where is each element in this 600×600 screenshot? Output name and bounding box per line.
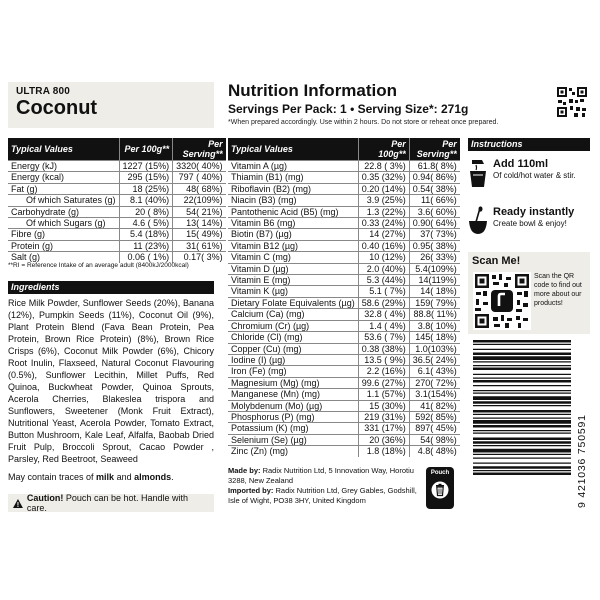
nutrient-label: Chromium (Cr) (µg) [228, 320, 358, 331]
table-row [8, 240, 226, 251]
barcode-bar [473, 365, 571, 366]
step1-title: Add 110ml [493, 158, 549, 170]
table-row [228, 320, 460, 331]
bin-icon [431, 479, 449, 501]
per-100g-value: 1.1 (57%) [358, 389, 409, 400]
per-serving-value: 797 ( 40%) [173, 172, 226, 183]
per-serving-value: 14(119%) [409, 275, 460, 286]
nutrient-label: Fat (g) [8, 183, 119, 194]
per-100g-value: 4.6 ( 5%) [119, 218, 173, 229]
nutrient-label: Manganese (Mn) (mg) [228, 389, 358, 400]
traces-prefix: May contain traces of [8, 472, 97, 482]
per-100g-value: 0.35 (32%) [358, 172, 409, 183]
per-100g-value: 0.06 ( 1%) [119, 252, 173, 263]
per-100g-value: 1227 (15%) [119, 161, 173, 172]
per-100g-value: 32.8 ( 4%) [358, 309, 409, 320]
per-serving-value: 0.90( 64%) [409, 218, 460, 229]
per-serving-value: 159( 79%) [409, 297, 460, 308]
per-100g-value: 1.4 ( 4%) [358, 320, 409, 331]
per-serving-value: 36.5( 24%) [409, 354, 460, 365]
per-100g-value: 2.0 (40%) [358, 263, 409, 274]
per-serving-value: 41( 82%) [409, 400, 460, 411]
per-serving-value: 4.8( 48%) [409, 446, 460, 457]
barcode-bar [473, 430, 571, 431]
barcode-bar [473, 418, 571, 419]
per-serving-value: 26( 33%) [409, 252, 460, 263]
traces-end: . [171, 472, 174, 482]
nutrient-label: Pantothenic Acid (B5) (mg) [228, 206, 358, 217]
per-100g-value: 0.20 (14%) [358, 183, 409, 194]
nutrient-label: Calcium (Ca) (mg) [228, 309, 358, 320]
per-serving-value: 31( 61%) [173, 240, 226, 251]
per-serving-value: 1.0(103%) [409, 343, 460, 354]
vitamins-table [228, 138, 460, 457]
per-100g-value: 99.6 (27%) [358, 377, 409, 388]
qr-code-large-icon[interactable] [473, 272, 531, 330]
per-serving-value: 270( 72%) [409, 377, 460, 388]
scan-me-box [468, 252, 590, 334]
table-row [228, 343, 460, 354]
per-serving-value: 15( 49%) [173, 229, 226, 240]
vm-header-label: Typical Values [228, 138, 358, 161]
per-serving-value: 897( 45%) [409, 423, 460, 434]
nutrient-label: Dietary Folate Equivalents (µg) [228, 297, 358, 308]
barcode-bar [473, 473, 571, 476]
per-100g-value: 331 (17%) [358, 423, 409, 434]
instruction-step-add-water [468, 158, 590, 188]
nutrient-label: Niacin (B3) (mg) [228, 195, 358, 206]
nutrient-label: Chloride (Cl) (mg) [228, 332, 358, 343]
per-100g-value: 1.8 (18%) [358, 446, 409, 457]
barcode-bar [473, 380, 571, 383]
table-row [228, 389, 460, 400]
made-by-label: Made by: [228, 466, 261, 475]
table-row [228, 218, 460, 229]
table-row [8, 229, 226, 240]
per-serving-value: 0.17( 3%) [173, 252, 226, 263]
pouch-disposal-badge [426, 467, 454, 509]
nutrient-label: Vitamin B12 (µg) [228, 240, 358, 251]
per-100g-value: 5.1 ( 7%) [358, 286, 409, 297]
pouring-water-icon [468, 158, 488, 188]
nutrient-label: Biotin (B7) (µg) [228, 229, 358, 240]
per-100g-value: 0.40 (16%) [358, 240, 409, 251]
per-serving-value: 11( 66%) [409, 195, 460, 206]
nutrient-label: Potassium (K) (mg) [228, 423, 358, 434]
barcode-bar [473, 349, 571, 350]
table-row [228, 354, 460, 365]
per-100g-value: 5.4 (18%) [119, 229, 173, 240]
made-by-line [228, 466, 428, 486]
table-row [228, 183, 460, 194]
ingredients-header: Ingredients [8, 281, 214, 294]
barcode-bar [473, 353, 571, 356]
nutrient-label: Iron (Fe) (mg) [228, 366, 358, 377]
barcode-bar [473, 378, 571, 379]
barcode-bar [473, 361, 571, 362]
table-row [228, 411, 460, 422]
per-100g-value: 58.6 (29%) [358, 297, 409, 308]
bowl-spoon-icon [468, 206, 488, 236]
manufacturer-info [228, 466, 428, 506]
barcode-bar [473, 463, 571, 464]
table-row [228, 275, 460, 286]
barcode-bar [473, 368, 571, 371]
table-row [228, 434, 460, 445]
nutrient-label: Copper (Cu) (mg) [228, 343, 358, 354]
pouch-label: Pouch [430, 470, 450, 476]
nutrient-label: Energy (kJ) [8, 161, 119, 172]
table-row [228, 263, 460, 274]
per-100g-value: 13.5 ( 9%) [358, 354, 409, 365]
per-100g-value: 18 (25%) [119, 183, 173, 194]
per-100g-value: 219 (31%) [358, 411, 409, 422]
nutrient-label: Of which Saturates (g) [8, 195, 119, 206]
nutrient-label: Iodine (I) (µg) [228, 354, 358, 365]
barcode-bar [473, 425, 571, 428]
nutrient-label: Vitamin D (µg) [228, 263, 358, 274]
preparation-note: *When prepared accordingly. Use within 2 hours. Do not store or reheat once prepared. [228, 119, 499, 126]
table-row [228, 252, 460, 263]
barcode-bar [473, 410, 571, 413]
table-row [228, 309, 460, 320]
typical-values-table [8, 138, 226, 263]
barcode-bar [473, 438, 571, 441]
per-serving-value: 48( 68%) [173, 183, 226, 194]
table-row [228, 377, 460, 388]
imported-by-text: Radix Nutrition Ltd, Grey Gables, Godshill, Isle of Wight, PO38 3HY, United Kingdom [228, 486, 417, 505]
nutrition-header [228, 82, 528, 126]
per-100g-value: 1.3 (22%) [358, 206, 409, 217]
per-100g-value: 5.3 (44%) [358, 275, 409, 286]
servings-line: Servings Per Pack: 1 • Serving Size*: 271g [228, 102, 469, 116]
nutrient-label: Magnesium (Mg) (mg) [228, 377, 358, 388]
table-row [228, 195, 460, 206]
traces-almonds: almonds [134, 472, 172, 482]
per-100g-value: 8.1 (40%) [119, 195, 173, 206]
barcode-bar [473, 405, 571, 406]
step2-text: Create bowl & enjoy! [493, 219, 567, 228]
per-serving-value: 37( 73%) [409, 229, 460, 240]
barcode-bar [473, 441, 571, 444]
nutrient-label: Thiamin (B1) (mg) [228, 172, 358, 183]
table-row [228, 240, 460, 251]
warning-icon [13, 499, 23, 508]
per-serving-value: 592( 85%) [409, 411, 460, 422]
imported-by-line [228, 486, 428, 506]
nutrient-label: Phosphorus (P) (mg) [228, 411, 358, 422]
per-serving-value: 3.8( 10%) [409, 320, 460, 331]
step2-title: Ready instantly [493, 206, 575, 218]
nutrient-label: Riboflavin (B2) (mg) [228, 183, 358, 194]
caution-label: Caution! [26, 493, 64, 503]
traces-and: and [114, 472, 135, 482]
per-serving-value: 88.8( 11%) [409, 309, 460, 320]
barcode-bar [473, 458, 571, 459]
table-row [8, 195, 226, 206]
per-serving-value: 14( 18%) [409, 286, 460, 297]
nutrient-label: Molybdenum (Mo) (µg) [228, 400, 358, 411]
table-row [8, 218, 226, 229]
per-100g-value: 295 (15%) [119, 172, 173, 183]
per-serving-value: 3.1(154%) [409, 389, 460, 400]
barcode-bar [473, 445, 571, 446]
product-title-box [8, 82, 214, 128]
per-serving-value: 0.54( 38%) [409, 183, 460, 194]
barcode-bar [473, 390, 571, 391]
table-row [228, 286, 460, 297]
table-row [228, 366, 460, 377]
table-row [228, 332, 460, 343]
tv-header-label: Typical Values [8, 138, 119, 161]
per-serving-value: 3.6( 60%) [409, 206, 460, 217]
barcode-digits: 9 421036 750591 [576, 414, 588, 508]
traces-milk: milk [96, 472, 115, 482]
per-serving-value: 3320( 40%) [173, 161, 226, 172]
barcode-bar [473, 470, 571, 471]
barcode-bar [473, 401, 571, 404]
per-100g-value: 0.38 (38%) [358, 343, 409, 354]
typical-values-panel [8, 138, 223, 263]
per-serving-value: 61.8( 8%) [409, 161, 460, 172]
barcode-bar [473, 414, 571, 415]
instructions-header: Instructions [468, 138, 590, 151]
barcode-bar [473, 433, 571, 434]
per-100g-value: 3.9 (25%) [358, 195, 409, 206]
barcode-bar [473, 385, 571, 386]
table-row [228, 161, 460, 172]
tv-header-serving: Per Serving** [173, 138, 226, 161]
table-row [8, 206, 226, 217]
barcode-bar [473, 356, 571, 360]
per-100g-value: 15 (30%) [358, 400, 409, 411]
per-serving-value: 54( 21%) [173, 206, 226, 217]
nutrient-label: Protein (g) [8, 240, 119, 251]
imported-by-label: Imported by: [228, 486, 274, 495]
nutrient-label: Energy (kcal) [8, 172, 119, 183]
product-line: ULTRA 800 [16, 86, 71, 97]
table-row [8, 172, 226, 183]
reference-intake-note: **RI = Reference Intake of an average adult (8400kJ/2000kcal) [8, 262, 189, 269]
nutrient-label: Selenium (Se) (µg) [228, 434, 358, 445]
allergen-traces [8, 472, 174, 482]
per-100g-value: 0.33 (24%) [358, 218, 409, 229]
per-serving-value: 13( 14%) [173, 218, 226, 229]
tv-header-per100: Per 100g** [119, 138, 173, 161]
per-100g-value: 20 (36%) [358, 434, 409, 445]
barcode-bar [473, 449, 571, 453]
barcode-bar [473, 454, 571, 455]
per-serving-value: 0.94( 86%) [409, 172, 460, 183]
per-100g-value: 20 ( 8%) [119, 206, 173, 217]
table-row [228, 400, 460, 411]
vm-header-serving: Per Serving** [409, 138, 460, 161]
per-serving-value: 22(109%) [173, 195, 226, 206]
caution-text: Pouch can be hot. Handle with care. [26, 493, 189, 513]
nutrition-title: Nutrition Information [228, 81, 398, 100]
table-row [8, 161, 226, 172]
table-row [228, 446, 460, 457]
per-100g-value: 22.8 ( 3%) [358, 161, 409, 172]
vitamins-panel [228, 138, 458, 457]
nutrient-label: Vitamin K (µg) [228, 286, 358, 297]
qr-code-icon [556, 86, 588, 118]
per-100g-value: 2.2 (16%) [358, 366, 409, 377]
per-100g-value: 53.6 ( 7%) [358, 332, 409, 343]
per-100g-value: 11 (23%) [119, 240, 173, 251]
step1-text: Of cold/hot water & stir. [493, 171, 576, 180]
scan-title: Scan Me! [472, 255, 521, 267]
barcode-bar [473, 393, 571, 394]
caution-box [8, 494, 214, 512]
nutrient-label: Of which Sugars (g) [8, 218, 119, 229]
scan-text: Scan the QR code to find out more about our products! [534, 273, 582, 307]
barcode-bar [473, 344, 571, 345]
nutrient-label: Vitamin A (µg) [228, 161, 358, 172]
table-row [228, 229, 460, 240]
made-by-text: Radix Nutrition Ltd, 5 Innovation Way, Horotiu 3288, New Zealand [228, 466, 414, 485]
nutrient-label: Fibre (g) [8, 229, 119, 240]
barcode-bar [473, 420, 571, 424]
per-serving-value: 6.1( 43%) [409, 366, 460, 377]
per-serving-value: 54( 98%) [409, 434, 460, 445]
product-name: Coconut [16, 97, 98, 119]
barcode-bar [473, 374, 571, 375]
nutrient-label: Salt (g) [8, 252, 119, 263]
instruction-step-ready [468, 206, 590, 236]
nutrient-label: Zinc (Zn) (mg) [228, 446, 358, 457]
vm-header-per100: Per 100g** [358, 138, 409, 161]
per-serving-value: 145( 18%) [409, 332, 460, 343]
barcode-icon [473, 340, 591, 512]
barcode-bar [473, 396, 571, 400]
nutrient-label: Carbohydrate (g) [8, 206, 119, 217]
barcode-bar [473, 466, 571, 469]
table-row [8, 183, 226, 194]
table-row [228, 172, 460, 183]
table-row [228, 423, 460, 434]
nutrient-label: Vitamin C (mg) [228, 252, 358, 263]
barcode-bar [473, 340, 571, 343]
nutrient-label: Vitamin E (mg) [228, 275, 358, 286]
nutrient-label: Vitamin B6 (mg) [228, 218, 358, 229]
per-100g-value: 14 (27%) [358, 229, 409, 240]
per-serving-value: 0.95( 38%) [409, 240, 460, 251]
per-serving-value: 5.4(109%) [409, 263, 460, 274]
per-100g-value: 10 (12%) [358, 252, 409, 263]
table-row [228, 297, 460, 308]
table-row [228, 206, 460, 217]
ingredients-text: Rice Milk Powder, Sunflower Seeds (20%), Banana (12%), Pumpkin Seeds (11%), Coconut Oil (9%), Plant Protein Blend (Fava Bean Protein, Pea Protein, Brown Rice Protein) (8%), Brown Rice Crisps (6%), Coconut Milk Powder (6%), Chicory Root Inulin, Flaxseed, Natural Coconut Flavouring (0.5%), Sunflower Lecithin, Millet Puffs, Red Quinoa, Buckwheat Powder, Quinoa Sprouts, Acerola Cherries, Blakeslea trispora and Sunflowers, Sweetener (Monk Fruit Extract), Nutritional Yeast, Acerola Powder, Tomato Extract, Button Mushroom, Kale Leaf, Alfalfa, Baobab Dried Fruit Pulp, Broccoli Sprout, Cacao Powder , Parsley, Red Beetroot, Seaweed [8, 298, 214, 464]
